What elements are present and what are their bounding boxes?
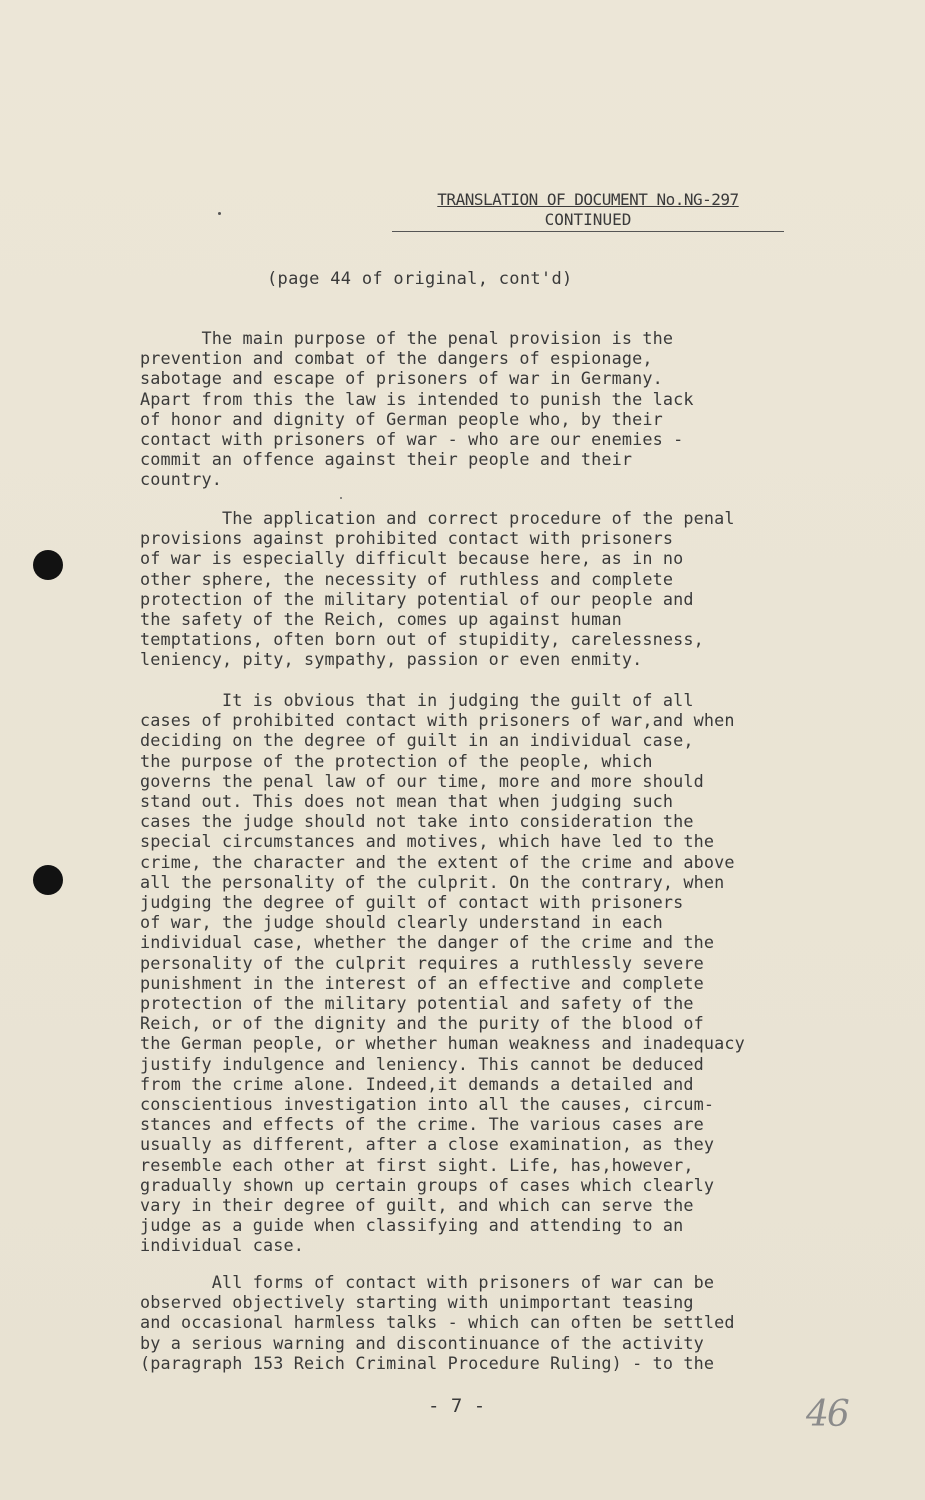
text-line: deciding on the degree of guilt in an individual case, bbox=[140, 730, 694, 751]
text-line: usually as different, after a close examination, as they bbox=[140, 1134, 715, 1155]
paragraph-2 bbox=[140, 508, 840, 670]
text-line: other sphere, the necessity of ruthless and complete bbox=[140, 568, 674, 589]
text-line: protection of the military potential and safety of the bbox=[140, 993, 694, 1014]
text-line: It is obvious that in judging the guilt of all bbox=[140, 690, 694, 710]
text-line: The application and correct procedure of the penal bbox=[140, 508, 735, 528]
text-line: cases of prohibited contact with prisoners of war,and when bbox=[140, 710, 735, 731]
paragraph-1 bbox=[140, 328, 840, 490]
text-line: judging the degree of guilt of contact with prisoners bbox=[140, 892, 684, 913]
text-line: of war, the judge should clearly understand in each bbox=[140, 912, 663, 933]
header-title: TRANSLATION OF DOCUMENT No.NG-297 bbox=[437, 190, 739, 209]
text-line: conscientious investigation into all the causes, circum- bbox=[140, 1094, 715, 1115]
text-line: of war is especially difficult because here, as in no bbox=[140, 548, 684, 569]
text-line: Reich, or of the dignity and the purity of the blood of bbox=[140, 1013, 704, 1034]
text-line: stances and effects of the crime. The various cases are bbox=[140, 1114, 704, 1135]
text-line: all the personality of the culprit. On the contrary, when bbox=[140, 871, 725, 892]
document-header bbox=[392, 190, 784, 232]
stray-mark bbox=[340, 497, 342, 499]
text-line: governs the penal law of our time, more and more should bbox=[140, 770, 704, 791]
text-line: protection of the military potential of our people and bbox=[140, 588, 694, 609]
text-line: leniency, pity, sympathy, passion or even enmity. bbox=[140, 649, 643, 670]
text-line: provisions against prohibited contact with prisoners bbox=[140, 528, 674, 549]
page-reference: (page 44 of original, cont'd) bbox=[267, 269, 573, 289]
text-line: personality of the culprit requires a ruthlessly severe bbox=[140, 952, 704, 973]
text-line: commit an offence against their people and their bbox=[140, 449, 633, 470]
stray-dot bbox=[218, 212, 221, 215]
text-line: country. bbox=[140, 469, 223, 490]
text-line: by a serious warning and discontinuance of the activity bbox=[140, 1332, 704, 1353]
page-number: - 7 - bbox=[428, 1395, 486, 1417]
header-subtitle: CONTINUED bbox=[392, 210, 784, 232]
paragraph-4 bbox=[140, 1272, 840, 1373]
text-line: punishment in the interest of an effective and complete bbox=[140, 972, 704, 993]
text-line: cases the judge should not take into consideration the bbox=[140, 811, 694, 832]
text-line: individual case, whether the danger of the crime and the bbox=[140, 932, 715, 953]
text-line: the purpose of the protection of the people, which bbox=[140, 750, 653, 771]
text-line: resemble each other at first sight. Life, has,however, bbox=[140, 1154, 694, 1175]
text-line: All forms of contact with prisoners of war can be bbox=[140, 1272, 715, 1292]
text-line: vary in their degree of guilt, and which can serve the bbox=[140, 1195, 694, 1216]
text-line: and occasional harmless talks - which can often be settled bbox=[140, 1312, 735, 1333]
punch-hole bbox=[33, 550, 63, 580]
text-line: stand out. This does not mean that when judging such bbox=[140, 791, 674, 812]
text-line: (paragraph 153 Reich Criminal Procedure Ruling) - to the bbox=[140, 1352, 715, 1373]
text-line: the German people, or whether human weakness and inadequacy bbox=[140, 1033, 745, 1054]
text-line: from the crime alone. Indeed,it demands a detailed and bbox=[140, 1073, 694, 1094]
paragraph-3 bbox=[140, 690, 840, 1256]
text-line: individual case. bbox=[140, 1235, 305, 1256]
text-line: judge as a guide when classifying and attending to an bbox=[140, 1215, 684, 1236]
punch-hole bbox=[33, 865, 63, 895]
text-line: gradually shown up certain groups of cases which clearly bbox=[140, 1174, 715, 1195]
text-line: Apart from this the law is intended to punish the lack bbox=[140, 388, 694, 409]
text-line: the safety of the Reich, comes up against human bbox=[140, 609, 622, 630]
text-line: crime, the character and the extent of the crime and above bbox=[140, 851, 735, 872]
text-line: sabotage and escape of prisoners of war in Germany. bbox=[140, 368, 663, 389]
text-line: The main purpose of the penal provision is the bbox=[140, 328, 674, 348]
text-line: special circumstances and motives, which have led to the bbox=[140, 831, 715, 852]
text-line: observed objectively starting with unimportant teasing bbox=[140, 1292, 694, 1313]
text-line: of honor and dignity of German people who, by their bbox=[140, 408, 663, 429]
text-line: justify indulgence and leniency. This cannot be deduced bbox=[140, 1053, 704, 1074]
handwritten-folio-number: 46 bbox=[806, 1394, 848, 1435]
text-line: contact with prisoners of war - who are our enemies - bbox=[140, 429, 684, 450]
text-line: temptations, often born out of stupidity, carelessness, bbox=[140, 629, 704, 650]
text-line: prevention and combat of the dangers of espionage, bbox=[140, 348, 653, 369]
